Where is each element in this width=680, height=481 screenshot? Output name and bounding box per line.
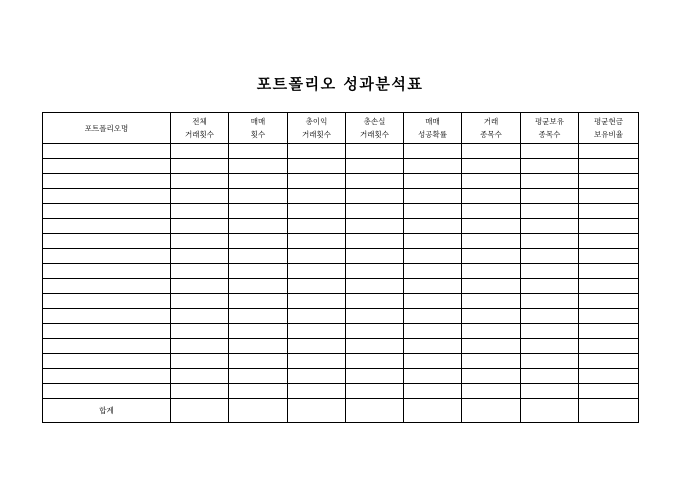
table-cell [579,234,639,249]
table-cell [171,264,229,279]
table-cell [462,339,521,354]
table-cell [579,354,639,369]
table-cell [288,384,346,399]
table-cell [346,249,404,264]
table-cell [579,294,639,309]
document-title: 포트폴리오 성과분석표 [256,75,424,93]
column-header-line1: 매매 [250,117,266,126]
column-header-line2: 보유비율 [594,130,623,139]
column-header [404,113,462,144]
table-row [43,309,639,324]
table-cell [43,159,171,174]
table-cell [579,339,639,354]
column-header-line2: 횟수 [250,130,266,139]
table-cell [404,354,462,369]
column-header [521,113,579,144]
table-cell [346,189,404,204]
table-cell [288,324,346,339]
table-cell [346,159,404,174]
table-cell [288,354,346,369]
table-cell [521,189,579,204]
table-cell [171,309,229,324]
table-cell [404,159,462,174]
table-cell [462,309,521,324]
table-cell [404,249,462,264]
table-cell [346,219,404,234]
table-cell [346,309,404,324]
table-cell [462,219,521,234]
table-cell [404,204,462,219]
table-cell [288,144,346,159]
total-cell [346,399,404,423]
table-body [43,144,639,399]
column-header-line2: 거래횟수 [302,130,331,139]
table-cell [404,384,462,399]
table-cell [229,354,288,369]
table-row [43,174,639,189]
table-cell [462,294,521,309]
table-cell [171,384,229,399]
table-cell [404,189,462,204]
column-header-line1: 거래 [483,117,499,126]
table-cell [404,219,462,234]
table-cell [579,174,639,189]
table-cell [579,384,639,399]
table-cell [521,204,579,219]
table-cell [404,264,462,279]
total-cell [229,399,288,423]
column-header [288,113,346,144]
table-cell [346,384,404,399]
table-cell [462,159,521,174]
table-row [43,294,639,309]
table-row [43,219,639,234]
table-cell [229,204,288,219]
total-cell [404,399,462,423]
table-cell [579,204,639,219]
table-cell [288,234,346,249]
column-header-line2: 종목수 [538,130,561,139]
table-row [43,354,639,369]
table-row [43,369,639,384]
table-cell [579,309,639,324]
column-header-line2: 거래횟수 [360,130,389,139]
table-cell [521,309,579,324]
table-cell [43,234,171,249]
table-cell [521,234,579,249]
table-cell [171,174,229,189]
table-row [43,279,639,294]
table-cell [521,354,579,369]
table-row [43,249,639,264]
table-cell [43,264,171,279]
table-cell [43,144,171,159]
table-cell [346,234,404,249]
table-cell [579,324,639,339]
performance-table [42,112,639,423]
table-cell [404,339,462,354]
table-cell [171,249,229,264]
table-cell [462,369,521,384]
table-cell [346,354,404,369]
table-cell [43,219,171,234]
table-row [43,204,639,219]
table-cell [462,279,521,294]
table-cell [404,294,462,309]
table-cell [346,339,404,354]
table-cell [171,219,229,234]
table-row [43,384,639,399]
table-cell [288,339,346,354]
table-cell [171,234,229,249]
table-cell [229,189,288,204]
table-cell [521,324,579,339]
table-cell [521,369,579,384]
table-cell [346,369,404,384]
table-cell [288,219,346,234]
table-cell [288,309,346,324]
column-header-line1: 총손실 [363,117,386,126]
table-cell [521,159,579,174]
table-cell [171,339,229,354]
column-header [43,113,171,144]
table-cell [579,279,639,294]
table-cell [229,324,288,339]
table-cell [229,339,288,354]
table-cell [43,204,171,219]
column-header [229,113,288,144]
table-cell [43,174,171,189]
table-cell [579,264,639,279]
table-cell [521,249,579,264]
table-cell [462,384,521,399]
table-cell [43,324,171,339]
total-label: 합계 [43,399,171,423]
table-cell [579,369,639,384]
total-row [43,399,639,423]
table-row [43,234,639,249]
column-header-line2: 성공확률 [418,130,447,139]
table-cell [462,189,521,204]
table-cell [521,339,579,354]
table-cell [229,174,288,189]
table-cell [229,249,288,264]
table-cell [288,189,346,204]
table-cell [346,174,404,189]
table-cell [462,204,521,219]
table-cell [229,144,288,159]
table-cell [171,324,229,339]
table-cell [462,234,521,249]
table-row [43,144,639,159]
table-cell [43,294,171,309]
table-cell [229,309,288,324]
table-cell [579,249,639,264]
table-cell [288,279,346,294]
table-cell [229,384,288,399]
column-header-line2: 거래횟수 [185,130,214,139]
total-cell [462,399,521,423]
table-cell [288,369,346,384]
table-cell [521,144,579,159]
column-header-line1: 총이익 [305,117,328,126]
column-header-line1: 매매 [425,117,440,126]
table-cell [521,174,579,189]
table-cell [521,294,579,309]
table-cell [521,219,579,234]
table-cell [229,369,288,384]
table-cell [462,324,521,339]
table-cell [462,144,521,159]
total-cell [288,399,346,423]
column-header-line1: 포트폴리오명 [84,123,129,133]
column-header [171,113,229,144]
table-cell [346,279,404,294]
table-cell [346,204,404,219]
table-cell [404,324,462,339]
table-cell [171,159,229,174]
table-cell [579,144,639,159]
table-cell [171,144,229,159]
table-cell [43,279,171,294]
table-cell [43,249,171,264]
total-cell [579,399,639,423]
table-cell [404,144,462,159]
table-cell [462,249,521,264]
table-row [43,264,639,279]
table-cell [462,264,521,279]
column-header-line1: 평균현금 [594,117,623,126]
table-cell [404,174,462,189]
table-row [43,339,639,354]
table-cell [579,189,639,204]
table-cell [404,234,462,249]
table-cell [43,369,171,384]
table-cell [171,294,229,309]
table-cell [288,264,346,279]
table-cell [462,174,521,189]
table-cell [229,159,288,174]
table-cell [43,309,171,324]
table-row [43,159,639,174]
table-cell [171,279,229,294]
table-cell [346,264,404,279]
table-cell [171,204,229,219]
column-header-line2: 종목수 [480,130,502,139]
table-cell [229,219,288,234]
table-cell [521,264,579,279]
column-header-line1: 전체 [192,117,207,126]
column-header [462,113,521,144]
table-cell [288,174,346,189]
table-cell [288,249,346,264]
table-cell [43,354,171,369]
table-cell [579,159,639,174]
table-cell [288,159,346,174]
header-row [43,113,639,144]
table-cell [404,279,462,294]
table-cell [43,384,171,399]
table-cell [404,309,462,324]
table-cell [229,264,288,279]
table-cell [229,279,288,294]
column-header-line1: 평균보유 [535,117,564,126]
column-header [579,113,639,144]
table-cell [43,189,171,204]
table-cell [288,204,346,219]
table-cell [346,144,404,159]
table-cell [171,354,229,369]
table-cell [579,219,639,234]
table-cell [521,384,579,399]
total-cell [171,399,229,423]
table-cell [229,234,288,249]
table-row [43,189,639,204]
table-cell [171,369,229,384]
column-header [346,113,404,144]
table-cell [288,294,346,309]
table-cell [346,324,404,339]
table-row [43,324,639,339]
total-cell [521,399,579,423]
table-cell [229,294,288,309]
table-cell [404,369,462,384]
table-cell [521,279,579,294]
table-cell [43,339,171,354]
table-cell [346,294,404,309]
table-cell [171,189,229,204]
table-cell [462,354,521,369]
